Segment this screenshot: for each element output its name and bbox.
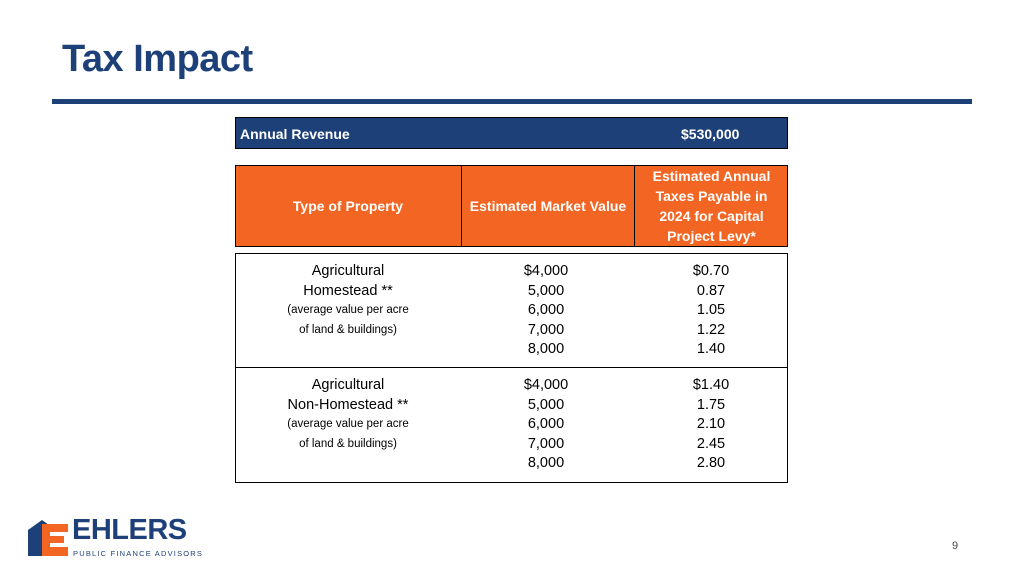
- table-cell: 5,000: [527, 396, 565, 413]
- description-line: Homestead **: [303, 282, 393, 299]
- market-value-column: [496, 376, 596, 474]
- description-line: (average value per acre: [287, 418, 409, 430]
- header-taxes-line: Taxes Payable in: [655, 188, 768, 204]
- table-group-non-homestead: [235, 367, 788, 483]
- property-description: [236, 262, 460, 340]
- table-header: [235, 165, 788, 247]
- header-taxes-line: Estimated Annual: [652, 168, 771, 184]
- header-taxes-line: Project Levy*: [667, 228, 756, 244]
- table-cell: 1.05: [696, 302, 726, 318]
- table-cell: 7,000: [527, 435, 565, 452]
- table-cell: 8,000: [527, 455, 565, 471]
- table-cell: 1.75: [696, 396, 726, 413]
- page-title: Tax Impact: [62, 38, 253, 80]
- description-line: Non-Homestead **: [287, 396, 409, 413]
- title-divider: [52, 99, 972, 104]
- logo-name: EHLERS: [72, 514, 187, 546]
- table-cell: 1.22: [696, 321, 726, 338]
- property-description: [236, 376, 460, 454]
- taxes-column: [661, 262, 761, 360]
- header-taxes-line: 2024 for Capital: [659, 208, 764, 224]
- table-cell: 8,000: [527, 341, 565, 357]
- table-cell: $4,000: [523, 263, 569, 279]
- table-group-homestead: [235, 253, 788, 369]
- description-line: Agricultural: [311, 263, 385, 279]
- table-cell: 2.10: [696, 416, 726, 432]
- ehlers-logo-icon: [28, 516, 70, 558]
- table-cell: $4,000: [523, 377, 569, 393]
- table-cell: 1.40: [696, 341, 726, 357]
- table-cell: $0.70: [692, 263, 730, 279]
- table-cell: 0.87: [696, 282, 726, 299]
- annual-revenue-value: $530,000: [681, 126, 740, 142]
- annual-revenue-label: Annual Revenue: [240, 126, 350, 142]
- table-cell: 2.45: [696, 435, 726, 452]
- table-cell: 7,000: [527, 321, 565, 338]
- table-cell: 2.80: [696, 455, 726, 471]
- description-line: of land & buildings): [299, 437, 397, 450]
- description-line: (average value per acre: [287, 304, 409, 316]
- header-estimated-taxes: [634, 166, 788, 246]
- market-value-column: [496, 262, 596, 360]
- description-line: of land & buildings): [299, 323, 397, 336]
- description-line: Agricultural: [311, 377, 385, 393]
- ehlers-logo: [28, 514, 204, 560]
- page-number: 9: [952, 540, 959, 552]
- table-cell: 5,000: [527, 282, 565, 299]
- header-type-of-property: Type of Property: [292, 198, 404, 214]
- table-cell: $1.40: [692, 377, 730, 393]
- annual-revenue-bar: [235, 117, 788, 149]
- table-cell: 6,000: [527, 302, 565, 318]
- taxes-column: [661, 376, 761, 474]
- logo-tagline: PUBLIC FINANCE ADVISORS: [73, 549, 204, 558]
- header-market-value: Estimated Market Value: [461, 166, 634, 246]
- table-cell: 6,000: [527, 416, 565, 432]
